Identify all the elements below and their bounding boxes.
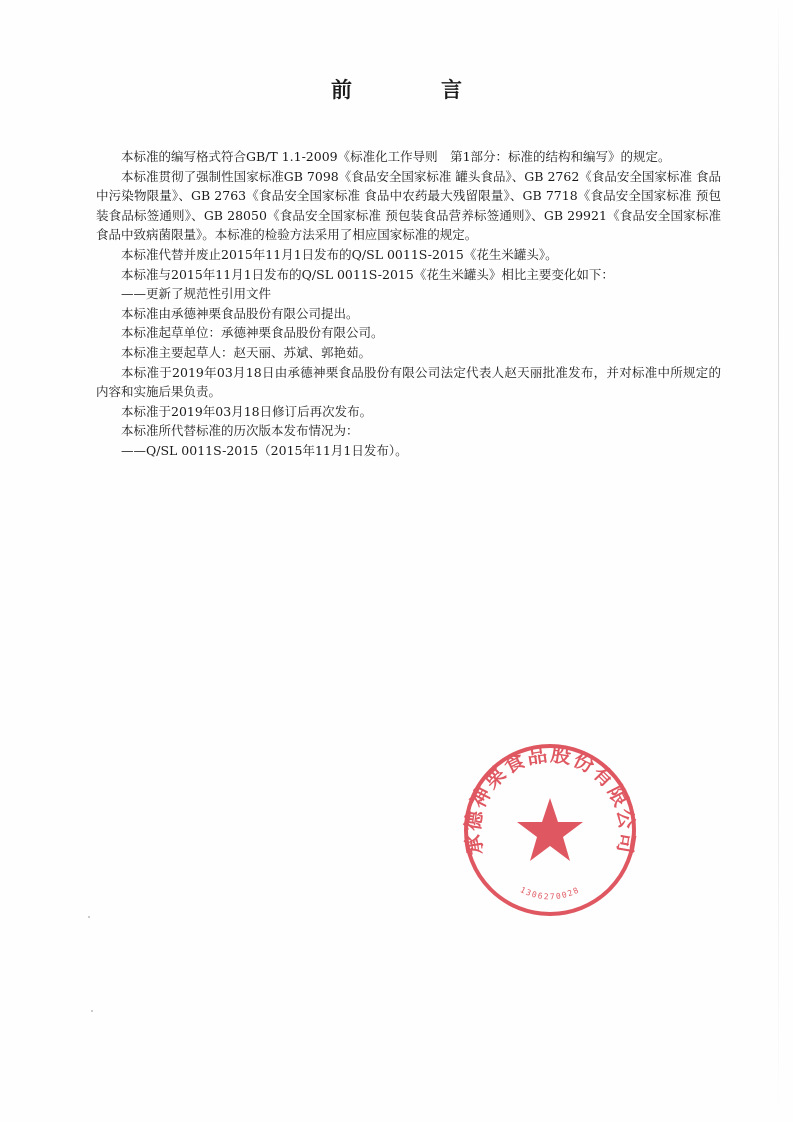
paragraph-revision: 本标准于2019年03月18日修订后再次发布。 [121,403,373,419]
paragraph-format: 本标准的编写格式符合GB/T 1.1-2009《标准化工作导则 第1部分：标准的结构和编写》的规定。 [121,149,671,164]
scan-edge-line [778,0,779,1122]
foreword-body [96,147,721,461]
paragraph-change-item: ——更新了规范性引用文件 [121,286,272,302]
paragraph-proposer: 本标准由承德神栗食品股份有限公司提出。 [121,305,359,321]
paragraph-approval: 本标准于2019年03月18日由承德神栗食品股份有限公司法定代表人赵天丽批准发布，并对标准中所规定的内容和实施后果负责。 [96,364,721,400]
paragraph-replaces: 本标准代替并废止2015年11月1日发布的Q/SL 0011S-2015《花生米罐头》。 [121,246,558,262]
paragraph-drafting-unit: 本标准起草单位：承德神栗食品股份有限公司。 [121,325,384,341]
paragraph-changes: 本标准与2015年11月1日发布的Q/SL 0011S-2015《花生米罐头》相比主要变化如下： [121,266,614,282]
scan-speck [88,916,90,918]
paragraph-history-intro: 本标准所代替标准的历次版本发布情况为： [121,423,359,439]
svg-text:承德神栗食品股份有限公司: 承德神栗食品股份有限公司 [460,741,640,857]
scan-speck [91,1010,93,1012]
paragraph-drafters: 本标准主要起草人：赵天丽、苏斌、郭艳茹。 [121,344,372,360]
paragraph-mandatory-standards: 本标准贯彻了强制性国家标准GB 7098《食品安全国家标准 罐头食品》、GB 2762《食品安全国家标准 食品中污染物限量》、GB 2763《食品安全国家标准 食品中农药最大残留限量》、GB 7718《食品安全国家标准 预包装食品标签通则》、GB 28050《食品安全国家标准 预包装食品营养标签通则》、GB 29921《食品安全国家标准 食品中致病菌限量》。本标准的检验方法采用了相应国家标准的规定。 [96,168,721,243]
paragraph-history-item: ——Q/SL 0011S-2015（2015年11月1日发布）。 [121,442,408,458]
company-seal [460,740,640,920]
svg-text:1306270028: 1306270028 [518,885,582,902]
page-title: 前 言 [331,78,496,102]
